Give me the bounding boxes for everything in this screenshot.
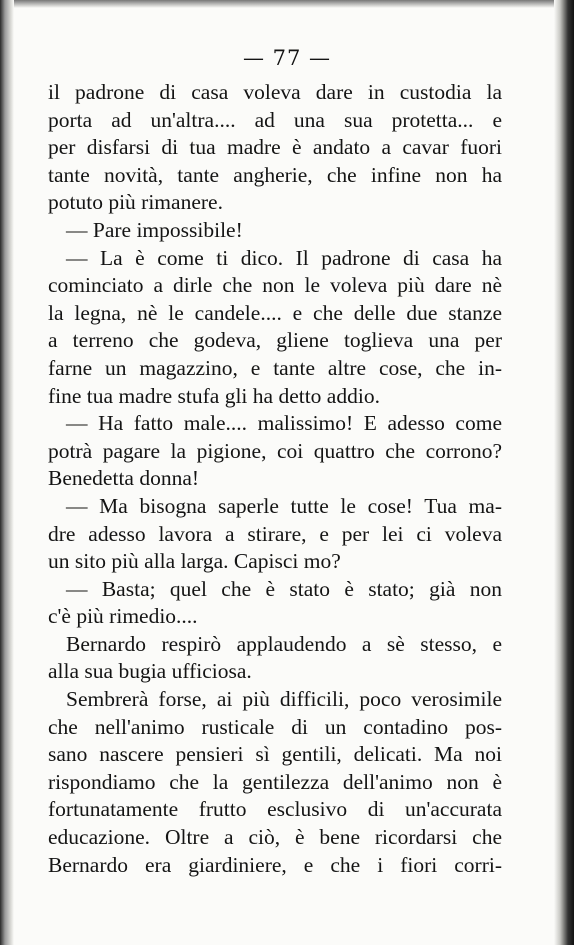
text-line: tante novità, tante angherie, che infine non ha — [48, 162, 502, 187]
text-line: cominciato a dirle che non le voleva più dare nè — [48, 273, 502, 298]
text-line: — La è come ti dico. Il padrone di casa ha — [66, 245, 502, 270]
text-line: — Pare impossibile! — [66, 217, 243, 242]
text-line: porta ad un'altra.... ad una sua protetta... e — [48, 107, 502, 132]
text-line: il padrone di casa voleva dare in custodia la — [48, 80, 502, 104]
text-line: — Ha fatto male.... malissimo! E adesso come — [66, 411, 502, 436]
text-line: per disfarsi di tua madre è andato a cavar fuori — [48, 135, 502, 160]
page-number: — 77 — — [242, 46, 332, 70]
text-line: fortunatamente frutto esclusivo di un'accurata — [48, 797, 502, 822]
body-text — [48, 79, 502, 879]
text-line: Sembrerà forse, ai più difficili, poco verosimile — [66, 687, 502, 712]
text-line: a terreno che godeva, gliene toglieva una per — [48, 328, 502, 353]
text-line: Bernardo era giardiniere, e che i fiori corri- — [48, 852, 502, 877]
text-line: alla sua bugia ufficiosa. — [48, 659, 252, 684]
text-line: potuto più rimanere. — [48, 190, 223, 215]
text-line: farne un magazzino, e tante altre cose, che in- — [48, 355, 502, 380]
text-line: rispondiamo che la gentilezza dell'animo non è — [48, 769, 502, 794]
page-left-edge — [0, 0, 14, 945]
text-line: — Basta; quel che è stato è stato; già non — [66, 576, 502, 601]
text-line: c'è più rimedio.... — [48, 604, 198, 629]
text-line: che nell'animo rusticale di un contadino pos- — [48, 714, 502, 739]
text-line: un sito più alla larga. Capisci mo? — [48, 549, 341, 574]
text-line: la legna, nè le candele.... e che delle due stanze — [48, 300, 502, 325]
text-line: educazione. Oltre a ciò, è bene ricordarsi che — [48, 825, 502, 850]
page-top-edge — [0, 0, 574, 8]
text-line: — Ma bisogna saperle tutte le cose! Tua ma- — [66, 493, 502, 518]
text-line: potrà pagare la pigione, coi quattro che corrono? — [48, 438, 502, 463]
page-right-edge — [554, 0, 574, 945]
text-line: fine tua madre stufa gli ha detto addio. — [48, 383, 380, 408]
text-line: sano nascere pensieri sì gentili, delicati. Ma noi — [48, 742, 502, 767]
text-line: dre adesso lavora a stirare, e per lei ci voleva — [48, 521, 502, 546]
text-line: Benedetta donna! — [48, 466, 200, 491]
text-line: Bernardo respirò applaudendo a sè stesso, e — [66, 631, 502, 656]
